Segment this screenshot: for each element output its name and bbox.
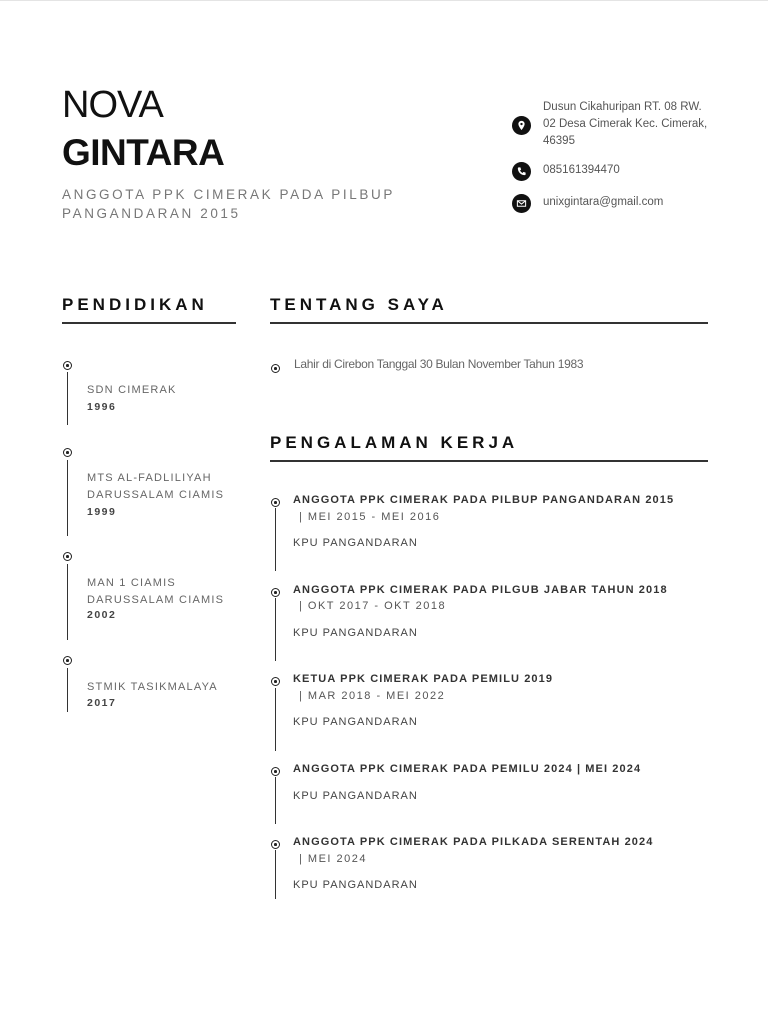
education-year: 1996 bbox=[87, 401, 117, 413]
email-text: unixgintara@gmail.com bbox=[543, 196, 664, 208]
experience-period: | OKT 2017 - OKT 2018 bbox=[299, 600, 447, 612]
education-school: STMIK TASIKMALAYA bbox=[87, 681, 218, 693]
timeline-dot-icon bbox=[271, 588, 280, 597]
timeline-dot-icon bbox=[63, 361, 72, 370]
education-year: 2017 bbox=[87, 697, 117, 709]
experience-organization: KPU PANGANDARAN bbox=[293, 879, 418, 891]
timeline-dot-icon bbox=[271, 498, 280, 507]
experience-title: ANGGOTA PPK CIMERAK PADA PILKADA SERENTAH 2024 bbox=[293, 836, 654, 848]
envelope-icon bbox=[512, 194, 531, 213]
experience-organization: KPU PANGANDARAN bbox=[293, 716, 418, 728]
experience-timeline-line bbox=[275, 508, 276, 571]
experience-organization: KPU PANGANDARAN bbox=[293, 537, 418, 549]
education-school: SDN CIMERAK bbox=[87, 384, 177, 396]
about-text: Lahir di Cirebon Tanggal 30 Bulan November Tahun 1983 bbox=[294, 357, 584, 371]
education-divider bbox=[62, 322, 236, 324]
experience-title: ANGGOTA PPK CIMERAK PADA PILBUP PANGANDARAN 2015 bbox=[293, 494, 675, 506]
experience-organization: KPU PANGANDARAN bbox=[293, 790, 418, 802]
phone-text: 085161394470 bbox=[543, 164, 620, 176]
experience-divider bbox=[270, 460, 708, 462]
education-year: 2002 bbox=[87, 609, 117, 621]
experience-timeline-line bbox=[275, 688, 276, 751]
experience-title: KETUA PPK CIMERAK PADA PEMILU 2019 bbox=[293, 673, 554, 685]
education-timeline-line bbox=[67, 372, 68, 425]
bullet-dot-icon bbox=[271, 364, 280, 373]
experience-period: | MAR 2018 - MEI 2022 bbox=[299, 690, 446, 702]
education-timeline-line bbox=[67, 668, 68, 712]
experience-title: ANGGOTA PPK CIMERAK PADA PEMILU 2024 | MEI 2024 bbox=[293, 763, 642, 775]
education-timeline-line bbox=[67, 564, 68, 640]
timeline-dot-icon bbox=[271, 767, 280, 776]
about-heading: TENTANG SAYA bbox=[270, 295, 448, 314]
experience-period: | MEI 2015 - MEI 2016 bbox=[299, 511, 441, 523]
education-school: MTS AL-FADLILIYAH DARUSSALAM CIAMIS bbox=[87, 472, 225, 501]
first-name: NOVA bbox=[62, 84, 163, 126]
last-name: GINTARA bbox=[62, 132, 225, 173]
contact-address bbox=[512, 99, 711, 150]
timeline-dot-icon bbox=[271, 840, 280, 849]
experience-title: ANGGOTA PPK CIMERAK PADA PILGUB JABAR TAHUN 2018 bbox=[293, 584, 668, 596]
experience-timeline-line bbox=[275, 777, 276, 824]
contact-email bbox=[512, 194, 663, 213]
contact-phone bbox=[512, 162, 620, 181]
experience-timeline-line bbox=[275, 850, 276, 899]
timeline-dot-icon bbox=[63, 448, 72, 457]
timeline-dot-icon bbox=[63, 552, 72, 561]
experience-period: | MEI 2024 bbox=[299, 853, 367, 865]
timeline-dot-icon bbox=[271, 677, 280, 686]
location-pin-icon bbox=[512, 116, 531, 135]
address-text: Dusun Cikahuripan RT. 08 RW. 02 Desa Cimerak Kec. Cimerak, 46395 bbox=[543, 101, 708, 147]
experience-organization: KPU PANGANDARAN bbox=[293, 627, 418, 639]
education-school: MAN 1 CIAMIS DARUSSALAM CIAMIS bbox=[87, 577, 225, 606]
education-year: 1999 bbox=[87, 506, 117, 518]
timeline-dot-icon bbox=[63, 656, 72, 665]
job-tagline: ANGGOTA PPK CIMERAK PADA PILBUP PANGANDARAN 2015 bbox=[62, 187, 395, 221]
phone-icon bbox=[512, 162, 531, 181]
about-divider bbox=[270, 322, 708, 324]
education-heading: PENDIDIKAN bbox=[62, 295, 208, 314]
experience-timeline-line bbox=[275, 598, 276, 661]
education-timeline-line bbox=[67, 460, 68, 536]
experience-heading: PENGALAMAN KERJA bbox=[270, 433, 519, 452]
